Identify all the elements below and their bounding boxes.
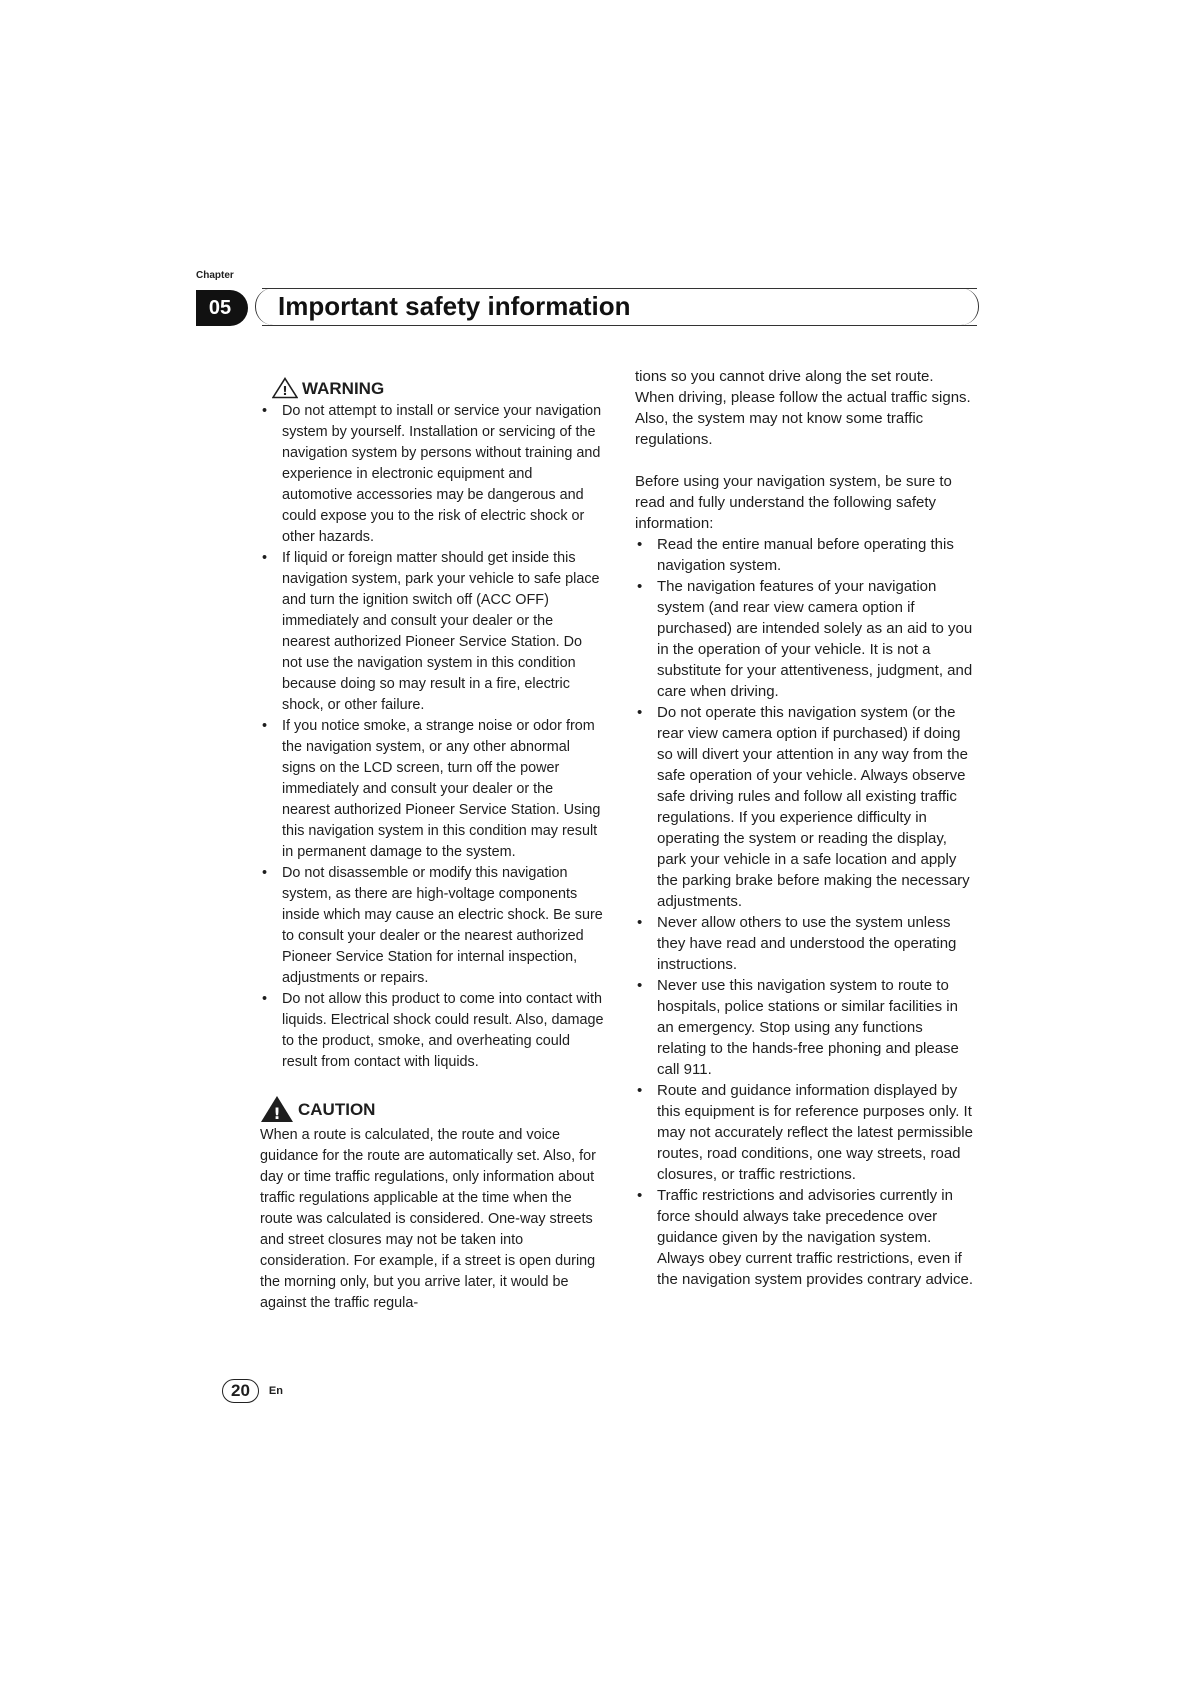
warning-item: • Do not disassemble or modify this navigation system, as there are high-voltage components inside which may cause an electric shock. Be sure to consult your dealer or the nearest authorized Pioneer Service Station for internal inspection, adjustments or repairs. bbox=[260, 863, 604, 989]
warning-list bbox=[260, 401, 604, 1073]
title-frame-right bbox=[960, 288, 979, 325]
language-label: En bbox=[268, 1385, 283, 1397]
caution-heading-text: CAUTION bbox=[298, 1099, 376, 1119]
safety-item: • Read the entire manual before operating this navigation system. bbox=[635, 534, 975, 576]
warning-heading bbox=[272, 377, 604, 399]
safety-item: • Do not operate this navigation system (or the rear view camera option if purchased) if doing so will divert your attention in any way from the safe operation of your vehicle. Always observe safe driving rules and follow all existing traffic regulations. If you experience difficulty in operating the system or reading the display, park your vehicle in a safe location and apply the parking brake before making the necessary adjustments. bbox=[635, 702, 975, 912]
title-frame-left bbox=[255, 288, 274, 325]
safety-item: • Traffic restrictions and advisories currently in force should always take precedence over guidance given by the navigation system. Always obey current traffic restrictions, even if the navigation system provides contrary advice. bbox=[635, 1185, 975, 1290]
warning-item: • Do not allow this product to come into contact with liquids. Electrical shock could result. Also, damage to the product, smoke, and overheating could result from contact with liquids. bbox=[260, 989, 604, 1073]
safety-list bbox=[635, 534, 975, 1290]
continuation-paragraph: tions so you cannot drive along the set route. When driving, please follow the actual traffic signs. Also, the system may not know some traffic regulations. bbox=[635, 368, 971, 448]
caution-heading bbox=[260, 1095, 604, 1123]
warning-item: • Do not attempt to install or service your navigation system by yourself. Installation or servicing of the navigation system by persons without training and experience in electronic equipment and automotive accessories may be dangerous and could expose you to the risk of electric shock or other hazards. bbox=[260, 401, 604, 548]
caution-block bbox=[260, 1095, 604, 1314]
caution-text: When a route is calculated, the route and voice guidance for the route are automatically set. Also, for day or time traffic regulations, only information about traffic regulations applicable at the time when the route was calculated is considered. One-way streets and street closures may not be taken into consideration. For example, if a street is open during the morning only, but you arrive later, it would be against the traffic regula- bbox=[260, 1127, 596, 1311]
chapter-number-badge: 05 bbox=[196, 290, 248, 326]
safety-item: • Never use this navigation system to route to hospitals, police stations or similar facilities in an emergency. Stop using any functions relating to the hands-free phoning and please call 911. bbox=[635, 975, 975, 1080]
page-title: Important safety information bbox=[278, 291, 631, 321]
chapter-label: Chapter bbox=[196, 270, 234, 281]
warning-block bbox=[260, 377, 604, 1073]
warning-item: • If you notice smoke, a strange noise or odor from the navigation system, or any other abnormal signs on the LCD screen, turn off the power immediately and consult your dealer or the nearest authorized Pioneer Service Station. Using this navigation system in this condition may result in permanent damage to the system. bbox=[260, 716, 604, 863]
warning-item: • If liquid or foreign matter should get inside this navigation system, park your vehicle to safe place and turn the ignition switch off (ACC OFF) immediately and consult your dealer or the nearest authorized Pioneer Service Station. Do not use the navigation system in this condition because doing so may result in a fire, electric shock, or other failure. bbox=[260, 548, 604, 716]
caution-triangle-icon bbox=[260, 1095, 294, 1123]
safety-item: • The navigation features of your navigation system (and rear view camera option if purchased) are intended solely as an aid to you in the operation of your vehicle. It is not a substitute for your attentiveness, judgment, and care when driving. bbox=[635, 576, 975, 702]
warning-triangle-icon bbox=[272, 377, 298, 399]
right-column bbox=[635, 366, 975, 1290]
page-footer bbox=[222, 1379, 283, 1403]
intro-paragraph: Before using your navigation system, be sure to read and fully understand the following safety information: bbox=[635, 473, 952, 532]
left-column bbox=[260, 377, 604, 1314]
title-frame-top bbox=[262, 288, 977, 289]
safety-item: • Never allow others to use the system unless they have read and understood the operating instructions. bbox=[635, 912, 975, 975]
safety-item: • Route and guidance information displayed by this equipment is for reference purposes only. It may not accurately reflect the latest permissible routes, road conditions, one way streets, road closures, or traffic restrictions. bbox=[635, 1080, 975, 1185]
warning-heading-text: WARNING bbox=[302, 378, 385, 398]
svg-text:!: ! bbox=[273, 1104, 281, 1123]
title-frame-bottom bbox=[262, 325, 977, 326]
svg-text:!: ! bbox=[282, 384, 288, 398]
page-number: 20 bbox=[222, 1379, 259, 1403]
